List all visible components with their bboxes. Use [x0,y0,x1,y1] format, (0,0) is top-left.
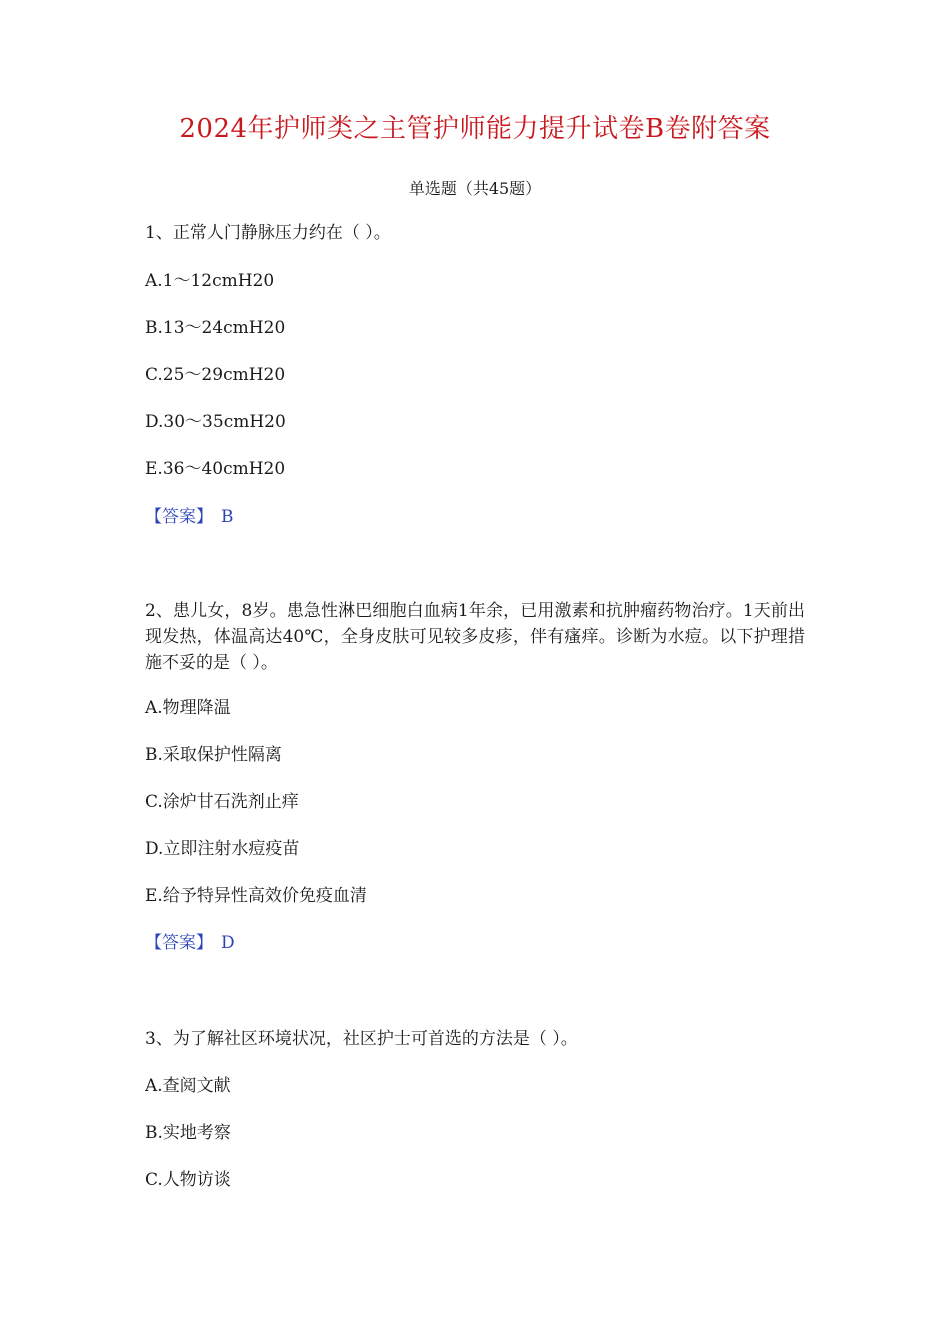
question-2-option-b: B.采取保护性隔离 [145,745,282,765]
question-2-option-a: A.物理降温 [145,698,231,718]
question-1-answer [145,504,234,530]
question-3-option-a: A.查阅文献 [145,1076,231,1096]
question-2-answer [145,930,235,956]
question-2-stem: 2、患儿女，8岁。患急性淋巴细胞白血病1年余，已用激素和抗肿瘤药物治疗。1天前出现发热，体温高达40℃，全身皮肤可见较多皮疹，伴有瘙痒。诊断为水痘。以下护理措施不妥的是（ ）。 [145,601,805,673]
answer-label: 【答案】 [145,933,213,953]
question-3-option-b: B.实地考察 [145,1123,231,1143]
answer-label: 【答案】 [145,507,213,527]
question-1-stem: 1、正常人门静脉压力约在（ ）。 [145,223,391,243]
question-1-option-c: C.25～29cmH20 [145,365,286,385]
question-1-option-b: B.13～24cmH20 [145,318,286,338]
answer-value: B [221,507,234,527]
section-heading: 单选题（共45题） [408,179,542,198]
document-title: 2024年护师类之主管护师能力提升试卷B卷附答案 [179,114,771,144]
question-1-option-d: D.30～35cmH20 [145,412,286,432]
question-1-option-a: A.1～12cmH20 [145,271,275,291]
answer-value: D [221,933,235,953]
question-3-stem: 3、为了解社区环境状况，社区护士可首选的方法是（ ）。 [145,1029,578,1049]
question-2-option-c: C.涂炉甘石洗剂止痒 [145,792,299,812]
question-2-option-d: D.立即注射水痘疫苗 [145,839,300,859]
question-3-option-c: C.人物访谈 [145,1170,231,1190]
question-1-option-e: E.36～40cmH20 [145,459,286,479]
question-2-option-e: E.给予特异性高效价免疫血清 [145,886,367,906]
